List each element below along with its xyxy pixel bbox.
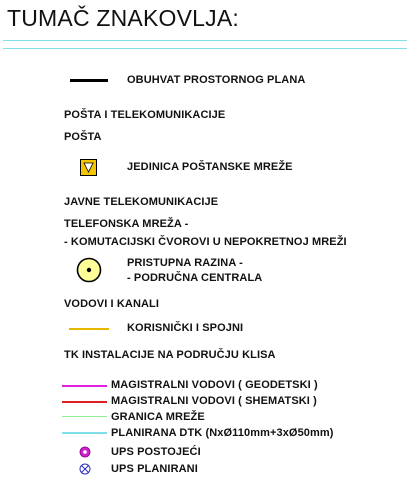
ups-planned-label: UPS PLANIRANI: [111, 463, 198, 475]
access-level-label: PRISTUPNA RAZINA -: [127, 257, 243, 269]
postal-unit-icon: [80, 159, 97, 176]
planned-dtk-label: PLANIRANA DTK (NxØ110mm+3xØ50mm): [111, 427, 334, 439]
lines-channels-heading: VODOVI I KANALI: [64, 298, 160, 310]
trunk-lines-geodetic-label: MAGISTRALNI VODOVI ( GEODETSKI ): [111, 379, 318, 391]
area-exchange-label: - PODRUČNA CENTRALA: [127, 272, 263, 284]
user-lines-label: KORISNIČKI I SPOJNI: [127, 322, 244, 334]
user-lines-symbol: [69, 328, 109, 330]
legend-title: TUMAČ ZNAKOVLJA:: [7, 5, 239, 31]
network-boundary-label: GRANICA MREŽE: [111, 411, 205, 423]
trunk-lines-schematic-symbol: [62, 401, 107, 403]
network-boundary-symbol: [62, 416, 107, 417]
trunk-lines-schematic-label: MAGISTRALNI VODOVI ( SHEMATSKI ): [111, 395, 317, 407]
plan-boundary-label: OBUHVAT PROSTORNOG PLANA: [127, 74, 306, 86]
postal-telecom-heading: POŠTA I TELEKOMUNIKACIJE: [64, 109, 226, 121]
plan-boundary-line-symbol: [70, 79, 108, 82]
ups-existing-icon: [79, 446, 91, 458]
tk-installations-heading: TK INSTALACIJE NA PODRUČJU KLISA: [64, 349, 276, 361]
postal-heading: POŠTA: [64, 131, 102, 143]
postal-unit-label: JEDINICA POŠTANSKE MREŽE: [127, 161, 293, 173]
planned-dtk-symbol: [62, 432, 107, 434]
public-telecom-heading: JAVNE TELEKOMUNIKACIJE: [64, 196, 219, 208]
title-divider-top: [3, 40, 407, 41]
exchange-icon: [76, 257, 102, 283]
telephone-network-heading: TELEFONSKA MREŽA -: [64, 218, 189, 230]
switching-nodes-heading: - KOMUTACIJSKI ČVOROVI U NEPOKRETNOJ MREŽI: [64, 236, 347, 248]
ups-planned-icon: [79, 463, 91, 475]
trunk-lines-geodetic-symbol: [62, 385, 107, 387]
title-divider-bottom: [3, 48, 407, 49]
ups-existing-label: UPS POSTOJEĆI: [111, 446, 201, 458]
